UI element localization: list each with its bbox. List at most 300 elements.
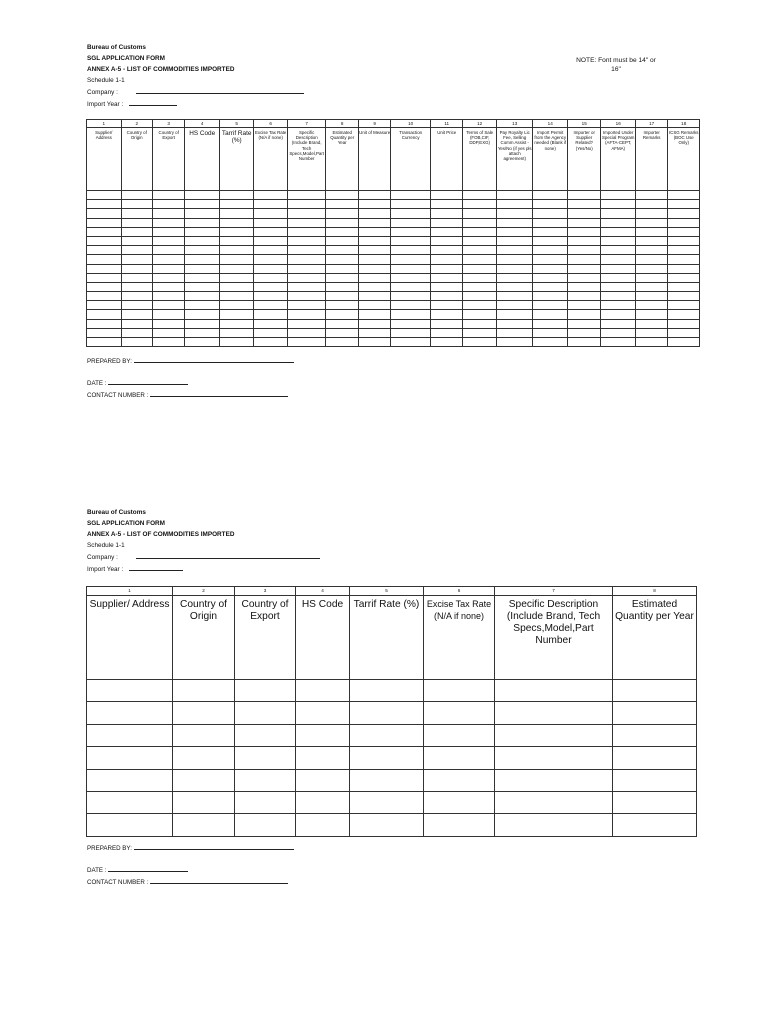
table-cell[interactable] [296, 814, 350, 836]
table-cell[interactable] [424, 791, 495, 813]
table-cell[interactable] [152, 264, 184, 273]
table-cell[interactable] [495, 702, 613, 724]
table-cell[interactable] [185, 209, 220, 218]
table-cell[interactable] [391, 273, 431, 282]
table-cell[interactable] [185, 338, 220, 347]
table-cell[interactable] [533, 319, 568, 328]
table-cell[interactable] [326, 292, 358, 301]
table-cell[interactable] [326, 218, 358, 227]
table-cell[interactable] [567, 264, 600, 273]
table-cell[interactable] [496, 310, 533, 319]
table-cell[interactable] [326, 328, 358, 337]
table-cell[interactable] [567, 319, 600, 328]
table-cell[interactable] [121, 282, 152, 291]
table-cell[interactable] [326, 301, 358, 310]
table-cell[interactable] [296, 680, 350, 702]
table-cell[interactable] [601, 273, 636, 282]
table-cell[interactable] [287, 236, 326, 245]
table-cell[interactable] [601, 218, 636, 227]
table-cell[interactable] [668, 282, 700, 291]
table-cell[interactable] [533, 310, 568, 319]
table-cell[interactable] [121, 200, 152, 209]
company-field[interactable] [136, 86, 304, 94]
table-cell[interactable] [350, 680, 424, 702]
table-cell[interactable] [601, 292, 636, 301]
table-cell[interactable] [185, 246, 220, 255]
table-cell[interactable] [358, 338, 390, 347]
table-cell[interactable] [358, 191, 390, 200]
table-cell[interactable] [87, 319, 122, 328]
table-cell[interactable] [296, 724, 350, 746]
table-cell[interactable] [668, 200, 700, 209]
table-cell[interactable] [87, 747, 173, 769]
table-cell[interactable] [495, 747, 613, 769]
table-cell[interactable] [358, 255, 390, 264]
table-cell[interactable] [463, 328, 496, 337]
table-cell[interactable] [219, 319, 254, 328]
table-cell[interactable] [567, 328, 600, 337]
table-cell[interactable] [463, 255, 496, 264]
table-cell[interactable] [219, 236, 254, 245]
table-cell[interactable] [533, 273, 568, 282]
table-cell[interactable] [296, 747, 350, 769]
table-cell[interactable] [87, 791, 173, 813]
table-cell[interactable] [495, 680, 613, 702]
table-cell[interactable] [326, 246, 358, 255]
table-cell[interactable] [358, 282, 390, 291]
table-cell[interactable] [430, 191, 462, 200]
table-cell[interactable] [87, 724, 173, 746]
table-cell[interactable] [254, 310, 287, 319]
table-cell[interactable] [121, 338, 152, 347]
table-cell[interactable] [601, 191, 636, 200]
table-cell[interactable] [635, 200, 667, 209]
table-cell[interactable] [496, 319, 533, 328]
table-cell[interactable] [496, 191, 533, 200]
table-cell[interactable] [185, 218, 220, 227]
table-cell[interactable] [567, 338, 600, 347]
table-cell[interactable] [219, 209, 254, 218]
table-cell[interactable] [87, 200, 122, 209]
table-cell[interactable] [254, 328, 287, 337]
table-cell[interactable] [350, 769, 424, 791]
contact-field[interactable] [150, 389, 288, 397]
table-cell[interactable] [121, 328, 152, 337]
table-cell[interactable] [358, 328, 390, 337]
table-cell[interactable] [173, 791, 235, 813]
table-cell[interactable] [668, 310, 700, 319]
table-cell[interactable] [567, 200, 600, 209]
table-cell[interactable] [87, 264, 122, 273]
table-cell[interactable] [358, 218, 390, 227]
table-cell[interactable] [668, 292, 700, 301]
table-cell[interactable] [254, 301, 287, 310]
table-cell[interactable] [254, 227, 287, 236]
table-cell[interactable] [635, 301, 667, 310]
table-cell[interactable] [635, 246, 667, 255]
table-cell[interactable] [495, 724, 613, 746]
table-cell[interactable] [430, 255, 462, 264]
table-cell[interactable] [326, 338, 358, 347]
table-cell[interactable] [496, 328, 533, 337]
table-cell[interactable] [326, 255, 358, 264]
table-cell[interactable] [296, 791, 350, 813]
table-cell[interactable] [668, 227, 700, 236]
table-cell[interactable] [173, 814, 235, 836]
table-cell[interactable] [496, 236, 533, 245]
table-cell[interactable] [152, 338, 184, 347]
table-cell[interactable] [430, 328, 462, 337]
table-cell[interactable] [601, 209, 636, 218]
table-cell[interactable] [287, 310, 326, 319]
table-cell[interactable] [254, 200, 287, 209]
table-cell[interactable] [326, 310, 358, 319]
table-cell[interactable] [601, 227, 636, 236]
table-cell[interactable] [152, 310, 184, 319]
table-cell[interactable] [152, 301, 184, 310]
table-cell[interactable] [87, 301, 122, 310]
table-cell[interactable] [152, 273, 184, 282]
table-cell[interactable] [668, 209, 700, 218]
table-cell[interactable] [185, 264, 220, 273]
table-cell[interactable] [87, 227, 122, 236]
table-cell[interactable] [496, 200, 533, 209]
table-cell[interactable] [254, 264, 287, 273]
table-cell[interactable] [326, 191, 358, 200]
table-cell[interactable] [391, 282, 431, 291]
table-cell[interactable] [152, 209, 184, 218]
table-cell[interactable] [185, 292, 220, 301]
table-cell[interactable] [254, 246, 287, 255]
table-cell[interactable] [495, 791, 613, 813]
table-cell[interactable] [635, 292, 667, 301]
table-cell[interactable] [463, 227, 496, 236]
table-cell[interactable] [173, 769, 235, 791]
table-cell[interactable] [668, 338, 700, 347]
table-cell[interactable] [235, 814, 296, 836]
table-cell[interactable] [254, 218, 287, 227]
table-cell[interactable] [296, 702, 350, 724]
table-cell[interactable] [235, 680, 296, 702]
table-cell[interactable] [430, 218, 462, 227]
table-cell[interactable] [613, 814, 697, 836]
table-cell[interactable] [287, 218, 326, 227]
table-cell[interactable] [87, 236, 122, 245]
table-cell[interactable] [424, 702, 495, 724]
table-cell[interactable] [424, 769, 495, 791]
table-cell[interactable] [254, 292, 287, 301]
table-cell[interactable] [350, 814, 424, 836]
table-cell[interactable] [533, 255, 568, 264]
table-cell[interactable] [87, 702, 173, 724]
table-cell[interactable] [152, 191, 184, 200]
table-cell[interactable] [635, 282, 667, 291]
table-cell[interactable] [668, 191, 700, 200]
table-cell[interactable] [463, 209, 496, 218]
table-cell[interactable] [391, 310, 431, 319]
table-cell[interactable] [533, 282, 568, 291]
table-cell[interactable] [235, 702, 296, 724]
table-cell[interactable] [287, 328, 326, 337]
table-cell[interactable] [326, 209, 358, 218]
table-cell[interactable] [635, 328, 667, 337]
table-cell[interactable] [121, 255, 152, 264]
table-cell[interactable] [219, 218, 254, 227]
table-cell[interactable] [533, 246, 568, 255]
table-cell[interactable] [533, 236, 568, 245]
table-cell[interactable] [219, 246, 254, 255]
table-cell[interactable] [635, 236, 667, 245]
table-cell[interactable] [350, 702, 424, 724]
table-cell[interactable] [430, 301, 462, 310]
table-cell[interactable] [121, 310, 152, 319]
table-cell[interactable] [635, 191, 667, 200]
table-cell[interactable] [391, 319, 431, 328]
table-cell[interactable] [601, 236, 636, 245]
table-cell[interactable] [296, 769, 350, 791]
table-cell[interactable] [430, 246, 462, 255]
table-cell[interactable] [152, 200, 184, 209]
table-cell[interactable] [87, 273, 122, 282]
table-cell[interactable] [219, 301, 254, 310]
table-cell[interactable] [391, 191, 431, 200]
table-cell[interactable] [635, 264, 667, 273]
table-cell[interactable] [463, 200, 496, 209]
table-cell[interactable] [358, 200, 390, 209]
table-cell[interactable] [601, 264, 636, 273]
table-cell[interactable] [219, 264, 254, 273]
table-cell[interactable] [601, 338, 636, 347]
table-cell[interactable] [350, 747, 424, 769]
table-cell[interactable] [173, 680, 235, 702]
table-cell[interactable] [287, 227, 326, 236]
table-cell[interactable] [87, 292, 122, 301]
table-cell[interactable] [87, 814, 173, 836]
table-cell[interactable] [567, 218, 600, 227]
table-cell[interactable] [424, 724, 495, 746]
table-cell[interactable] [668, 319, 700, 328]
table-cell[interactable] [121, 301, 152, 310]
table-cell[interactable] [152, 218, 184, 227]
date-field[interactable] [108, 377, 188, 385]
table-cell[interactable] [391, 255, 431, 264]
table-cell[interactable] [601, 200, 636, 209]
table-cell[interactable] [533, 301, 568, 310]
table-cell[interactable] [668, 236, 700, 245]
table-cell[interactable] [287, 209, 326, 218]
table-cell[interactable] [430, 292, 462, 301]
table-cell[interactable] [121, 191, 152, 200]
table-cell[interactable] [287, 301, 326, 310]
table-cell[interactable] [496, 282, 533, 291]
table-cell[interactable] [358, 264, 390, 273]
table-cell[interactable] [287, 338, 326, 347]
table-cell[interactable] [87, 255, 122, 264]
table-cell[interactable] [152, 246, 184, 255]
table-cell[interactable] [533, 338, 568, 347]
table-cell[interactable] [533, 292, 568, 301]
table-cell[interactable] [358, 209, 390, 218]
table-cell[interactable] [235, 724, 296, 746]
table-cell[interactable] [533, 227, 568, 236]
table-cell[interactable] [668, 273, 700, 282]
table-cell[interactable] [87, 338, 122, 347]
table-cell[interactable] [326, 273, 358, 282]
table-cell[interactable] [668, 328, 700, 337]
table-cell[interactable] [358, 246, 390, 255]
table-cell[interactable] [219, 200, 254, 209]
table-cell[interactable] [496, 246, 533, 255]
table-cell[interactable] [219, 338, 254, 347]
table-cell[interactable] [533, 328, 568, 337]
table-cell[interactable] [235, 769, 296, 791]
table-cell[interactable] [254, 338, 287, 347]
table-cell[interactable] [533, 191, 568, 200]
table-cell[interactable] [567, 227, 600, 236]
table-cell[interactable] [326, 236, 358, 245]
table-cell[interactable] [601, 255, 636, 264]
table-cell[interactable] [287, 191, 326, 200]
table-cell[interactable] [219, 328, 254, 337]
table-cell[interactable] [219, 282, 254, 291]
table-cell[interactable] [567, 191, 600, 200]
table-cell[interactable] [635, 310, 667, 319]
table-cell[interactable] [121, 273, 152, 282]
table-cell[interactable] [601, 319, 636, 328]
table-cell[interactable] [326, 227, 358, 236]
table-cell[interactable] [668, 218, 700, 227]
table-cell[interactable] [185, 236, 220, 245]
table-cell[interactable] [430, 236, 462, 245]
prepared-by-field[interactable] [134, 842, 294, 850]
table-cell[interactable] [567, 246, 600, 255]
import-year-field[interactable] [129, 563, 183, 571]
table-cell[interactable] [567, 282, 600, 291]
table-cell[interactable] [567, 255, 600, 264]
table-cell[interactable] [424, 747, 495, 769]
table-cell[interactable] [496, 338, 533, 347]
table-cell[interactable] [430, 282, 462, 291]
table-cell[interactable] [391, 209, 431, 218]
table-cell[interactable] [463, 273, 496, 282]
table-cell[interactable] [358, 319, 390, 328]
table-cell[interactable] [601, 328, 636, 337]
table-cell[interactable] [635, 218, 667, 227]
table-cell[interactable] [121, 236, 152, 245]
table-cell[interactable] [391, 236, 431, 245]
table-cell[interactable] [567, 310, 600, 319]
table-cell[interactable] [613, 747, 697, 769]
table-cell[interactable] [463, 191, 496, 200]
table-cell[interactable] [463, 310, 496, 319]
table-cell[interactable] [350, 791, 424, 813]
contact-field[interactable] [150, 876, 288, 884]
table-cell[interactable] [496, 301, 533, 310]
table-cell[interactable] [185, 301, 220, 310]
table-cell[interactable] [391, 338, 431, 347]
table-cell[interactable] [219, 273, 254, 282]
table-cell[interactable] [350, 724, 424, 746]
table-cell[interactable] [326, 200, 358, 209]
table-cell[interactable] [668, 246, 700, 255]
table-cell[interactable] [601, 301, 636, 310]
table-cell[interactable] [287, 246, 326, 255]
table-cell[interactable] [430, 319, 462, 328]
table-cell[interactable] [495, 769, 613, 791]
table-cell[interactable] [254, 282, 287, 291]
table-cell[interactable] [121, 209, 152, 218]
table-cell[interactable] [567, 273, 600, 282]
table-cell[interactable] [254, 191, 287, 200]
table-cell[interactable] [613, 702, 697, 724]
table-cell[interactable] [254, 209, 287, 218]
table-cell[interactable] [185, 310, 220, 319]
table-cell[interactable] [391, 218, 431, 227]
table-cell[interactable] [430, 227, 462, 236]
table-cell[interactable] [463, 282, 496, 291]
table-cell[interactable] [496, 218, 533, 227]
table-cell[interactable] [235, 791, 296, 813]
table-cell[interactable] [463, 338, 496, 347]
table-cell[interactable] [424, 680, 495, 702]
table-cell[interactable] [219, 310, 254, 319]
table-cell[interactable] [635, 227, 667, 236]
table-cell[interactable] [496, 273, 533, 282]
table-cell[interactable] [358, 292, 390, 301]
table-cell[interactable] [254, 273, 287, 282]
table-cell[interactable] [567, 209, 600, 218]
table-cell[interactable] [391, 200, 431, 209]
table-cell[interactable] [613, 791, 697, 813]
table-cell[interactable] [121, 246, 152, 255]
table-cell[interactable] [121, 292, 152, 301]
import-year-field[interactable] [129, 98, 177, 106]
table-cell[interactable] [185, 319, 220, 328]
table-cell[interactable] [391, 301, 431, 310]
table-cell[interactable] [87, 769, 173, 791]
table-cell[interactable] [173, 724, 235, 746]
table-cell[interactable] [430, 264, 462, 273]
table-cell[interactable] [326, 319, 358, 328]
table-cell[interactable] [463, 218, 496, 227]
table-cell[interactable] [287, 264, 326, 273]
table-cell[interactable] [87, 191, 122, 200]
date-field[interactable] [108, 864, 188, 872]
table-cell[interactable] [567, 236, 600, 245]
table-cell[interactable] [567, 301, 600, 310]
table-cell[interactable] [287, 292, 326, 301]
table-cell[interactable] [533, 218, 568, 227]
company-field[interactable] [136, 551, 320, 559]
table-cell[interactable] [121, 218, 152, 227]
table-cell[interactable] [173, 747, 235, 769]
table-cell[interactable] [635, 255, 667, 264]
table-cell[interactable] [496, 209, 533, 218]
table-cell[interactable] [601, 310, 636, 319]
table-cell[interactable] [87, 282, 122, 291]
table-cell[interactable] [358, 310, 390, 319]
table-cell[interactable] [87, 218, 122, 227]
table-cell[interactable] [219, 255, 254, 264]
table-cell[interactable] [254, 236, 287, 245]
table-cell[interactable] [613, 680, 697, 702]
table-cell[interactable] [87, 680, 173, 702]
table-cell[interactable] [185, 328, 220, 337]
table-cell[interactable] [430, 273, 462, 282]
table-cell[interactable] [287, 200, 326, 209]
table-cell[interactable] [601, 282, 636, 291]
table-cell[interactable] [152, 282, 184, 291]
